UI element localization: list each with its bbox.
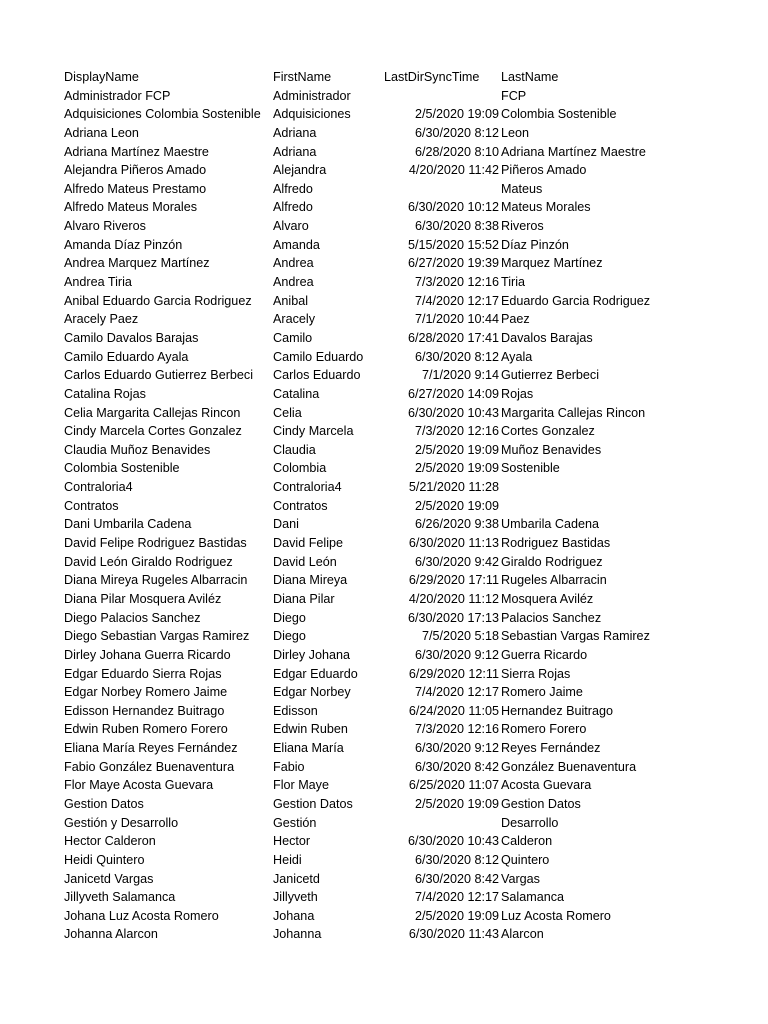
cell-lastdirsynctime: 6/30/2020 8:12 — [414, 852, 499, 867]
cell-firstname: Claudia — [273, 442, 316, 457]
cell-displayname: Edgar Norbey Romero Jaime — [64, 685, 228, 700]
table-row — [0, 627, 768, 646]
cell-lastdirsynctime: 7/3/2020 12:16 — [414, 722, 499, 737]
cell-lastname: FCP — [501, 88, 527, 103]
cell-firstname: Alvaro — [273, 219, 309, 234]
cell-lastdirsynctime: 6/26/2020 9:38 — [414, 517, 499, 532]
cell-firstname: Contraloria4 — [273, 480, 342, 495]
cell-lastname: Mateus Morales — [501, 200, 591, 215]
cell-lastdirsynctime: 6/28/2020 8:10 — [414, 144, 499, 159]
cell-lastdirsynctime: 6/30/2020 8:12 — [414, 349, 499, 364]
cell-firstname: Gestión — [273, 815, 317, 830]
cell-lastdirsynctime: 6/30/2020 11:43 — [408, 927, 499, 942]
cell-lastdirsynctime: 6/24/2020 11:05 — [408, 703, 499, 718]
cell-lastdirsynctime: 2/5/2020 19:09 — [414, 908, 499, 923]
cell-lastname: Ayala — [501, 349, 533, 364]
cell-firstname: Carlos Eduardo — [273, 368, 361, 383]
cell-lastname: Cortes Gonzalez — [501, 424, 595, 439]
cell-displayname: Colombia Sostenible — [64, 461, 180, 476]
cell-lastdirsynctime: 7/1/2020 9:14 — [421, 368, 499, 383]
cell-firstname: Alejandra — [273, 163, 327, 178]
cell-lastname: Mosquera Aviléz — [501, 591, 594, 606]
cell-lastdirsynctime: 7/4/2020 12:17 — [414, 890, 499, 905]
cell-firstname: Alfredo — [273, 200, 313, 215]
table-row — [0, 571, 768, 590]
cell-lastname: Vargas — [501, 871, 540, 886]
table-row — [0, 161, 768, 180]
cell-lastname: Romero Jaime — [501, 685, 583, 700]
table-row — [0, 180, 768, 199]
cell-firstname: Edwin Ruben — [273, 722, 348, 737]
table-row — [0, 739, 768, 758]
cell-lastdirsynctime: 5/15/2020 15:52 — [407, 237, 499, 252]
cell-displayname: Hector Calderon — [64, 834, 156, 849]
header-lastdirsynctime: LastDirSyncTime — [384, 70, 480, 84]
cell-lastname: Díaz Pinzón — [501, 237, 569, 252]
cell-firstname: Diana Pilar — [273, 591, 335, 606]
table-row — [0, 348, 768, 367]
cell-lastdirsynctime: 7/5/2020 5:18 — [421, 629, 499, 644]
cell-firstname: Amanda — [273, 237, 320, 252]
cell-displayname: Adriana Leon — [64, 125, 139, 140]
cell-lastname: Quintero — [501, 852, 550, 867]
cell-displayname: Diana Mireya Rugeles Albarracin — [64, 573, 248, 588]
cell-lastdirsynctime: 6/30/2020 9:12 — [414, 741, 499, 756]
cell-displayname: Alejandra Piñeros Amado — [64, 163, 207, 178]
table-row — [0, 310, 768, 329]
header-lastname: LastName — [501, 70, 559, 84]
cell-firstname: Adriana — [273, 144, 317, 159]
cell-displayname: Adriana Martínez Maestre — [64, 144, 209, 159]
cell-lastname: Sebastian Vargas Ramirez — [501, 629, 650, 644]
cell-lastname: Palacios Sanchez — [501, 610, 602, 625]
table-row — [0, 646, 768, 665]
cell-lastname: Margarita Callejas Rincon — [501, 405, 646, 420]
cell-lastname: Desarrollo — [501, 815, 559, 830]
cell-lastdirsynctime: 6/30/2020 10:12 — [407, 200, 499, 215]
cell-displayname: Adquisiciones Colombia Sostenible — [64, 107, 261, 122]
table-row — [0, 534, 768, 553]
cell-displayname: Alvaro Riveros — [64, 219, 146, 234]
cell-firstname: Janicetd — [273, 871, 320, 886]
table-row — [0, 907, 768, 926]
cell-lastname: Tiria — [501, 275, 526, 290]
cell-firstname: Celia — [273, 405, 302, 420]
cell-lastdirsynctime: 2/5/2020 19:09 — [414, 498, 499, 513]
table-row — [0, 329, 768, 348]
cell-lastdirsynctime: 6/30/2020 10:43 — [407, 834, 499, 849]
cell-lastname: Luz Acosta Romero — [501, 908, 611, 923]
table-body — [0, 87, 768, 944]
table-row — [0, 870, 768, 889]
cell-firstname: Andrea — [273, 256, 314, 271]
cell-lastdirsynctime: 2/5/2020 19:09 — [414, 796, 499, 811]
cell-lastdirsynctime: 6/30/2020 8:38 — [414, 219, 499, 234]
table-row — [0, 478, 768, 497]
cell-lastdirsynctime: 6/30/2020 10:43 — [407, 405, 499, 420]
table-row — [0, 441, 768, 460]
cell-lastname: Romero Forero — [501, 722, 587, 737]
cell-displayname: Edwin Ruben Romero Forero — [64, 722, 228, 737]
header-row — [0, 68, 768, 87]
cell-displayname: Anibal Eduardo Garcia Rodriguez — [64, 293, 252, 308]
cell-displayname: Cindy Marcela Cortes Gonzalez — [64, 424, 242, 439]
cell-displayname: Celia Margarita Callejas Rincon — [64, 405, 241, 420]
cell-lastname: Gestion Datos — [501, 796, 581, 811]
cell-displayname: Andrea Marquez Martínez — [64, 256, 210, 271]
cell-displayname: Heidi Quintero — [64, 852, 145, 867]
cell-displayname: Diana Pilar Mosquera Aviléz — [64, 591, 222, 606]
table-row — [0, 553, 768, 572]
cell-displayname: Janicetd Vargas — [64, 871, 154, 886]
cell-lastdirsynctime: 6/30/2020 9:12 — [414, 647, 499, 662]
cell-firstname: Camilo Eduardo — [273, 349, 364, 364]
table-row — [0, 143, 768, 162]
cell-lastname: Umbarila Cadena — [501, 517, 600, 532]
cell-firstname: Fabio — [273, 759, 305, 774]
table-row — [0, 758, 768, 777]
cell-firstname: Alfredo — [273, 181, 313, 196]
table-row — [0, 776, 768, 795]
cell-lastdirsynctime: 6/25/2020 11:07 — [408, 778, 499, 793]
table-row — [0, 124, 768, 143]
cell-displayname: Johanna Alarcon — [64, 927, 158, 942]
cell-displayname: Jillyveth Salamanca — [64, 890, 176, 905]
cell-firstname: Edgar Eduardo — [273, 666, 358, 681]
cell-firstname: Heidi — [273, 852, 302, 867]
cell-displayname: Catalina Rojas — [64, 386, 146, 401]
cell-displayname: Andrea Tiria — [64, 275, 132, 290]
cell-lastdirsynctime: 6/30/2020 17:13 — [407, 610, 499, 625]
cell-firstname: Camilo — [273, 330, 313, 345]
cell-lastdirsynctime: 4/20/2020 11:42 — [408, 163, 499, 178]
cell-displayname: Edisson Hernandez Buitrago — [64, 703, 225, 718]
cell-lastname: Paez — [501, 312, 530, 327]
cell-lastname: Hernandez Buitrago — [501, 703, 614, 718]
cell-lastname: Giraldo Rodriguez — [501, 554, 603, 569]
cell-displayname: Amanda Díaz Pinzón — [64, 237, 183, 252]
cell-displayname: Fabio González Buenaventura — [64, 759, 235, 774]
spreadsheet-table — [0, 68, 768, 944]
cell-firstname: Gestion Datos — [273, 796, 353, 811]
cell-firstname: Hector — [273, 834, 311, 849]
cell-firstname: Adquisiciones — [273, 107, 351, 122]
cell-lastname: Davalos Barajas — [501, 330, 593, 345]
cell-lastdirsynctime: 7/3/2020 12:16 — [414, 275, 499, 290]
table-row — [0, 832, 768, 851]
cell-firstname: David León — [273, 554, 337, 569]
cell-lastdirsynctime: 7/4/2020 12:17 — [414, 293, 499, 308]
table-row — [0, 105, 768, 124]
header-firstname: FirstName — [273, 70, 332, 84]
table-row — [0, 217, 768, 236]
cell-firstname: Dirley Johana — [273, 647, 351, 662]
cell-lastdirsynctime: 2/5/2020 19:09 — [414, 442, 499, 457]
cell-firstname: Contratos — [273, 498, 328, 513]
cell-lastdirsynctime: 7/3/2020 12:16 — [414, 424, 499, 439]
cell-displayname: Dirley Johana Guerra Ricardo — [64, 647, 231, 662]
cell-lastname: Guerra Ricardo — [501, 647, 588, 662]
cell-lastdirsynctime: 6/27/2020 19:39 — [407, 256, 499, 271]
cell-lastdirsynctime: 6/28/2020 17:41 — [407, 330, 499, 345]
cell-lastname: Muñoz Benavides — [501, 442, 602, 457]
cell-lastdirsynctime: 7/1/2020 10:44 — [414, 312, 499, 327]
header-displayname: DisplayName — [64, 70, 139, 84]
table-row — [0, 665, 768, 684]
cell-displayname: Alfredo Mateus Prestamo — [64, 181, 207, 196]
cell-lastdirsynctime: 5/21/2020 11:28 — [408, 480, 499, 495]
table-row — [0, 888, 768, 907]
cell-displayname: Contratos — [64, 498, 119, 513]
table-row — [0, 459, 768, 478]
table-row — [0, 385, 768, 404]
cell-lastname: Rugeles Albarracin — [501, 573, 607, 588]
cell-lastname: Gutierrez Berbeci — [501, 368, 599, 383]
cell-firstname: Diana Mireya — [273, 573, 348, 588]
cell-firstname: Andrea — [273, 275, 314, 290]
cell-lastname: Calderon — [501, 834, 553, 849]
cell-displayname: Flor Maye Acosta Guevara — [64, 778, 214, 793]
cell-firstname: Dani — [273, 517, 299, 532]
cell-lastdirsynctime: 6/30/2020 9:42 — [414, 554, 499, 569]
cell-firstname: Adriana — [273, 125, 317, 140]
table-row — [0, 366, 768, 385]
table-row — [0, 236, 768, 255]
cell-displayname: Administrador FCP — [64, 88, 171, 103]
cell-displayname: Eliana María Reyes Fernández — [64, 741, 238, 756]
cell-lastname: Riveros — [501, 219, 544, 234]
cell-firstname: Aracely — [273, 312, 315, 327]
table-row — [0, 273, 768, 292]
table-row — [0, 497, 768, 516]
cell-firstname: Edgar Norbey — [273, 685, 351, 700]
cell-lastdirsynctime: 6/30/2020 8:42 — [414, 871, 499, 886]
cell-firstname: Diego — [273, 610, 306, 625]
table-row — [0, 702, 768, 721]
cell-lastdirsynctime: 6/29/2020 12:11 — [408, 666, 499, 681]
cell-lastname: González Buenaventura — [501, 759, 637, 774]
table-row — [0, 87, 768, 106]
cell-lastdirsynctime: 7/4/2020 12:17 — [414, 685, 499, 700]
cell-lastname: Mateus — [501, 181, 543, 196]
table-row — [0, 720, 768, 739]
table-row — [0, 254, 768, 273]
cell-firstname: Edisson — [273, 703, 318, 718]
cell-displayname: Alfredo Mateus Morales — [64, 200, 197, 215]
cell-displayname: Claudia Muñoz Benavides — [64, 442, 211, 457]
cell-lastdirsynctime: 6/30/2020 11:13 — [408, 536, 499, 551]
cell-displayname: Gestion Datos — [64, 796, 144, 811]
cell-lastname: Rojas — [501, 386, 534, 401]
table-row — [0, 422, 768, 441]
cell-lastname: Marquez Martínez — [501, 256, 603, 271]
cell-lastname: Acosta Guevara — [501, 778, 592, 793]
cell-firstname: Flor Maye — [273, 778, 329, 793]
cell-firstname: Diego — [273, 629, 306, 644]
table-row — [0, 851, 768, 870]
cell-lastdirsynctime: 2/5/2020 19:09 — [414, 461, 499, 476]
table-row — [0, 814, 768, 833]
cell-displayname: Johana Luz Acosta Romero — [64, 908, 219, 923]
cell-lastdirsynctime: 6/30/2020 8:12 — [414, 125, 499, 140]
cell-lastname: Alarcon — [501, 927, 544, 942]
cell-lastname: Leon — [501, 125, 530, 140]
cell-firstname: Catalina — [273, 386, 320, 401]
cell-displayname: Camilo Eduardo Ayala — [64, 349, 189, 364]
cell-lastdirsynctime: 2/5/2020 19:09 — [414, 107, 499, 122]
cell-lastname: Colombia Sostenible — [501, 107, 617, 122]
cell-lastname: Salamanca — [501, 890, 565, 905]
cell-lastdirsynctime: 6/27/2020 14:09 — [407, 386, 499, 401]
cell-firstname: Cindy Marcela — [273, 424, 354, 439]
cell-displayname: David León Giraldo Rodriguez — [64, 554, 233, 569]
table-row — [0, 683, 768, 702]
cell-lastname: Rodriguez Bastidas — [501, 536, 611, 551]
cell-lastname: Sostenible — [501, 461, 560, 476]
cell-displayname: Camilo Davalos Barajas — [64, 330, 199, 345]
table-row — [0, 292, 768, 311]
table-row — [0, 795, 768, 814]
cell-lastname: Sierra Rojas — [501, 666, 571, 681]
table-row — [0, 198, 768, 217]
cell-firstname: Eliana María — [273, 741, 344, 756]
cell-lastname: Adriana Martínez Maestre — [501, 144, 646, 159]
cell-firstname: Anibal — [273, 293, 309, 308]
table-row — [0, 609, 768, 628]
cell-firstname: David Felipe — [273, 536, 343, 551]
cell-firstname: Johana — [273, 908, 315, 923]
cell-firstname: Colombia — [273, 461, 327, 476]
cell-displayname: Gestión y Desarrollo — [64, 815, 179, 830]
cell-lastname: Reyes Fernández — [501, 741, 601, 756]
table-row — [0, 590, 768, 609]
cell-displayname: Aracely Paez — [64, 312, 139, 327]
cell-firstname: Jillyveth — [273, 890, 318, 905]
cell-displayname: David Felipe Rodriguez Bastidas — [64, 536, 247, 551]
cell-firstname: Johanna — [273, 927, 322, 942]
cell-displayname: Diego Sebastian Vargas Ramirez — [64, 629, 250, 644]
cell-lastname: Piñeros Amado — [501, 163, 587, 178]
cell-lastdirsynctime: 6/29/2020 17:11 — [408, 573, 499, 588]
cell-displayname: Contraloria4 — [64, 480, 133, 495]
table-row — [0, 515, 768, 534]
table-row — [0, 925, 768, 944]
cell-displayname: Diego Palacios Sanchez — [64, 610, 201, 625]
table-row — [0, 404, 768, 423]
cell-displayname: Dani Umbarila Cadena — [64, 517, 192, 532]
cell-lastdirsynctime: 6/30/2020 8:42 — [414, 759, 499, 774]
cell-displayname: Edgar Eduardo Sierra Rojas — [64, 666, 222, 681]
cell-lastdirsynctime: 4/20/2020 11:12 — [408, 591, 499, 606]
cell-firstname: Administrador — [273, 88, 351, 103]
cell-displayname: Carlos Eduardo Gutierrez Berbeci — [64, 368, 253, 383]
cell-lastname: Eduardo Garcia Rodriguez — [501, 293, 651, 308]
